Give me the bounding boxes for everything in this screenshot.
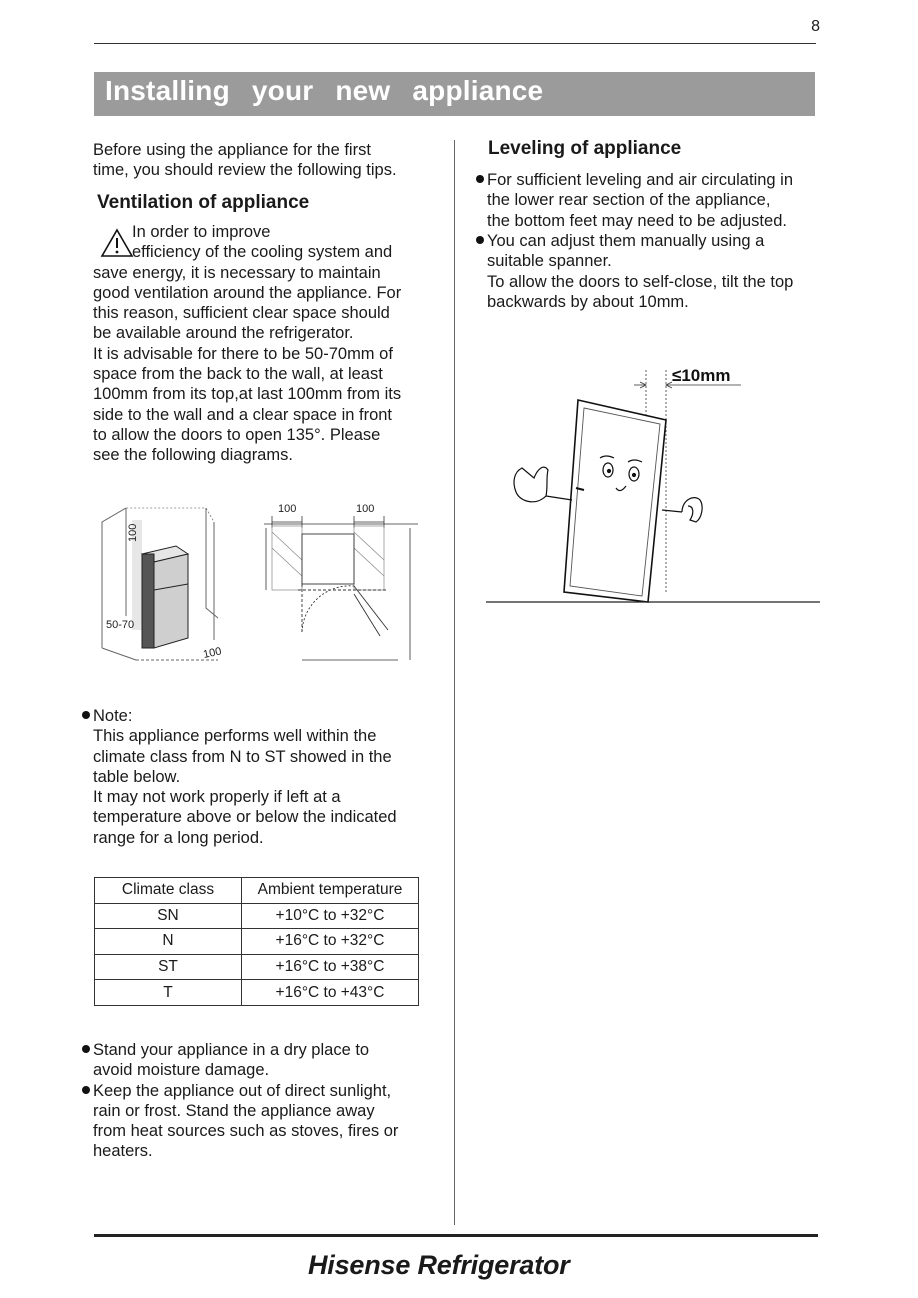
note-line: climate class from N to ST showed in the xyxy=(93,747,392,766)
ventilation-heading: Ventilation of appliance xyxy=(97,192,310,213)
intro-line: Before using the appliance for the first xyxy=(93,141,371,159)
note-line: It may not work properly if left at a xyxy=(93,788,341,807)
ventilation-iso-diagram xyxy=(96,498,246,668)
intro-text xyxy=(93,140,397,181)
ventilation-line: 100mm from its top,at last 100mm from its xyxy=(93,385,402,404)
bullet-icon xyxy=(82,1086,90,1094)
ventilation-line: to allow the doors to open 135°. Please xyxy=(93,425,381,444)
tip-line: rain or frost. Stand the appliance away xyxy=(93,1101,375,1120)
section-title: Installing your new appliance xyxy=(105,75,544,106)
note-line: range for a long period. xyxy=(93,828,264,847)
table-cell: +16°C to +38°C xyxy=(242,954,419,980)
diagram-label-back: 50-70 xyxy=(106,619,135,631)
ventilation-line: good ventilation around the appliance. For xyxy=(93,283,402,302)
ventilation-line: It is advisable for there to be 50-70mm of xyxy=(93,344,393,363)
plan-label-right: 100 xyxy=(356,503,375,515)
tip-line: heaters. xyxy=(93,1142,153,1161)
leveling-line: backwards by about 10mm. xyxy=(487,292,689,311)
leveling-line: For sufficient leveling and air circulating in xyxy=(487,171,794,189)
note-body xyxy=(93,726,397,848)
table-row xyxy=(95,954,419,980)
leveling-diagram xyxy=(486,360,820,610)
leveling-line: the bottom feet may need to be adjusted. xyxy=(487,211,787,230)
column-divider xyxy=(454,140,455,1225)
table-row xyxy=(95,980,419,1006)
brand-footer: Hisense Refrigerator xyxy=(308,1250,570,1280)
intro-line: time, you should review the following tips. xyxy=(93,161,397,180)
table-row xyxy=(95,929,419,955)
table-header-cell: Ambient temperature xyxy=(242,878,419,904)
table-cell: SN xyxy=(95,903,242,929)
note-line: This appliance performs well within the xyxy=(93,727,377,746)
leveling-heading: Leveling of appliance xyxy=(488,138,682,159)
diagram-label-top: 100 xyxy=(127,523,139,542)
bullet-icon xyxy=(476,236,484,244)
leveling-line: You can adjust them manually using a xyxy=(487,232,765,250)
ventilation-line: efficiency of the cooling system and xyxy=(132,243,393,262)
footer-rule xyxy=(94,1234,818,1237)
ventilation-body xyxy=(93,263,401,466)
ventilation-intro xyxy=(132,222,392,263)
tip-line: Stand your appliance in a dry place to xyxy=(93,1041,370,1059)
note-title xyxy=(82,706,132,726)
table-row xyxy=(95,903,419,929)
ventilation-line: this reason, sufficient clear space should xyxy=(93,304,390,323)
table-cell: +16°C to +43°C xyxy=(242,980,419,1006)
tip-line: from heat sources such as stoves, fires or xyxy=(93,1122,399,1141)
ventilation-line: In order to improve xyxy=(132,223,271,241)
tip-line: avoid moisture damage. xyxy=(93,1061,270,1080)
table-header-cell: Climate class xyxy=(95,878,242,904)
note-title-text: Note: xyxy=(93,707,133,725)
ventilation-line: space from the back to the wall, at least xyxy=(93,365,383,384)
table-cell: +10°C to +32°C xyxy=(242,903,419,929)
leveling-line: To allow the doors to self-close, tilt the top xyxy=(487,272,794,291)
bullet-icon xyxy=(82,711,90,719)
tip-line: Keep the appliance out of direct sunlight, xyxy=(93,1081,392,1100)
ventilation-plan-diagram xyxy=(258,498,420,668)
table-cell: ST xyxy=(95,954,242,980)
tip-dry-place xyxy=(82,1040,369,1081)
tip-sunlight xyxy=(82,1081,398,1162)
climate-class-table xyxy=(94,877,419,1006)
table-header-row xyxy=(95,878,419,904)
leveling-bullet-2 xyxy=(476,231,793,312)
leveling-line: suitable spanner. xyxy=(487,252,612,271)
ventilation-line: side to the wall and a clear space in front xyxy=(93,405,393,424)
table-cell: T xyxy=(95,980,242,1006)
diagram-label-side: 100 xyxy=(202,645,223,661)
note-line: table below. xyxy=(93,767,181,786)
ventilation-line: be available around the refrigerator. xyxy=(93,324,354,343)
table-cell: +16°C to +32°C xyxy=(242,929,419,955)
note-line: temperature above or below the indicated xyxy=(93,808,397,827)
ventilation-line: save energy, it is necessary to maintain xyxy=(93,263,381,282)
warning-icon xyxy=(100,228,134,258)
header-rule xyxy=(94,43,816,44)
leveling-line: the lower rear section of the appliance, xyxy=(487,191,771,210)
plan-label-left: 100 xyxy=(278,503,297,515)
page-number: 8 xyxy=(811,18,820,35)
tilt-measure-label: ≤10mm xyxy=(672,366,731,385)
ventilation-line: see the following diagrams. xyxy=(93,446,293,465)
bullet-icon xyxy=(476,175,484,183)
leveling-bullet-1 xyxy=(476,170,793,231)
bullet-icon xyxy=(82,1045,90,1053)
table-cell: N xyxy=(95,929,242,955)
